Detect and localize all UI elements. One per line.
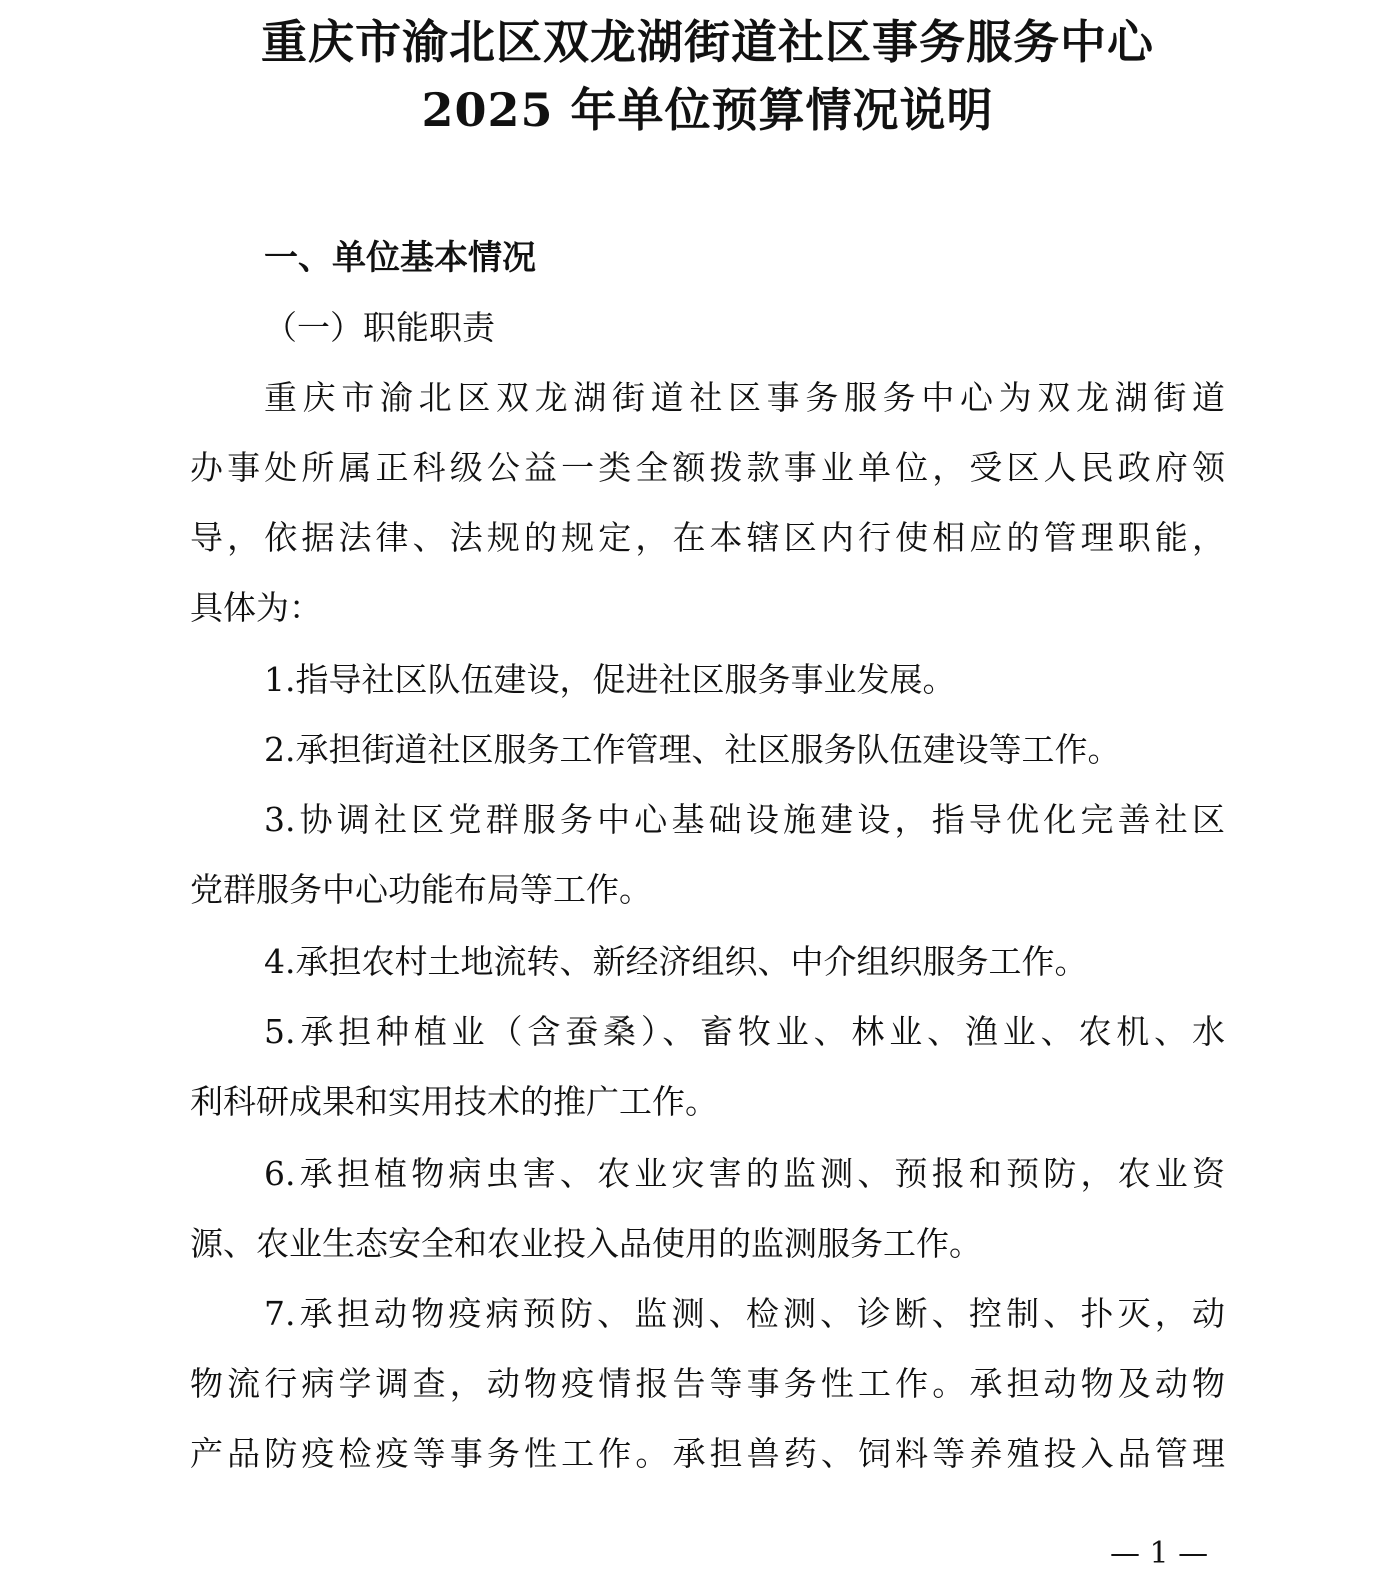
list-item-2: 2.承担街道社区服务工作管理、社区服务队伍建设等工作。 [264,730,1121,769]
list-item-1: 1.指导社区队伍建设，促进社区服务事业发展。 [264,660,956,699]
list-item-4: 4.承担农村土地流转、新经济组织、中介组织服务工作。 [264,942,1088,981]
list-item-5-continued: 利科研成果和实用技术的推广工作。 [190,1082,718,1121]
document-title-line-1: 重庆市渝北区双龙湖街道社区事务服务中心 [261,15,1154,69]
list-item-6: 6.承担植物病虫害、农业灾害的监测、预报和预防，农业资 [264,1154,1225,1193]
list-item-7: 7.承担动物疫病预防、监测、检测、诊断、控制、扑灭，动 [264,1294,1225,1333]
subsection-heading: （一）职能职责 [264,308,495,347]
list-item-5: 5.承担种植业（含蚕桑）、畜牧业、林业、渔业、农机、水 [264,1012,1225,1051]
section-heading: 一、单位基本情况 [264,238,536,278]
intro-paragraph-line: 具体为： [190,588,322,627]
intro-paragraph-line: 办事处所属正科级公益一类全额拨款事业单位，受区人民政府领 [190,448,1225,487]
document-title-line-2: 2025 年单位预算情况说明 [421,83,994,137]
list-item-7-continued: 产品防疫检疫等事务性工作。承担兽药、饲料等养殖投入品管理 [190,1434,1225,1473]
list-item-3-continued: 党群服务中心功能布局等工作。 [190,870,652,909]
intro-paragraph-line: 导，依据法律、法规的规定，在本辖区内行使相应的管理职能， [190,518,1225,557]
list-item-7-continued: 物流行病学调查，动物疫情报告等事务性工作。承担动物及动物 [190,1364,1225,1403]
list-item-3: 3.协调社区党群服务中心基础设施建设，指导优化完善社区 [264,800,1225,839]
intro-paragraph-line: 重庆市渝北区双龙湖街道社区事务服务中心为双龙湖街道 [264,378,1225,417]
list-item-6-continued: 源、农业生态安全和农业投入品使用的监测服务工作。 [190,1224,982,1263]
page-number: — 1 — [1110,1536,1209,1571]
